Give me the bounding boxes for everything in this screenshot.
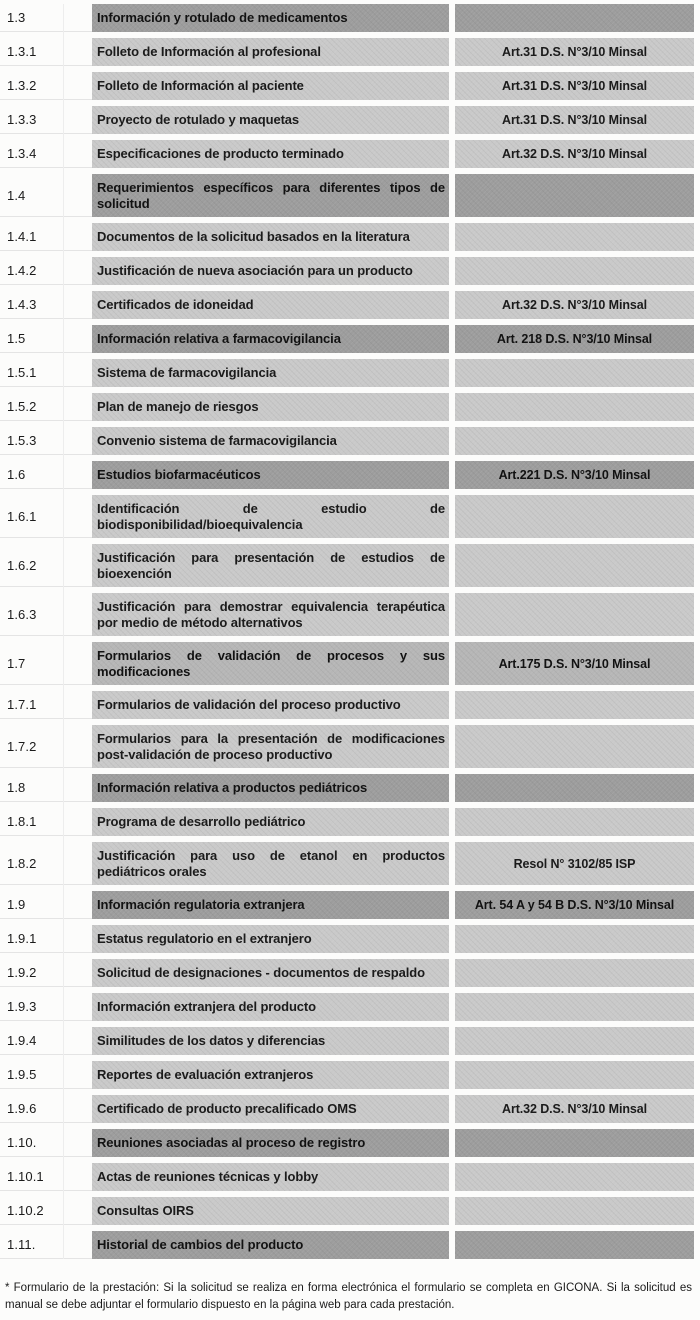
table-row bbox=[0, 691, 700, 719]
row-number: 1.3 bbox=[0, 4, 92, 32]
row-description: Estudios biofarmacéuticos bbox=[92, 461, 449, 489]
row-number: 1.7.2 bbox=[0, 725, 92, 768]
row-reference bbox=[455, 725, 694, 768]
row-cells bbox=[92, 38, 694, 66]
row-description: Requerimientos específicos para diferentes tipos de solicitud bbox=[92, 174, 449, 217]
row-reference bbox=[455, 174, 694, 217]
row-description: Consultas OIRS bbox=[92, 1197, 449, 1225]
row-cells bbox=[92, 959, 694, 987]
row-number: 1.6.3 bbox=[0, 593, 92, 636]
row-description: Proyecto de rotulado y maquetas bbox=[92, 106, 449, 134]
row-reference bbox=[455, 1197, 694, 1225]
section-header-row bbox=[0, 1231, 700, 1259]
table-row bbox=[0, 72, 700, 100]
row-cells bbox=[92, 461, 694, 489]
row-number: 1.4.2 bbox=[0, 257, 92, 285]
section-header-row bbox=[0, 174, 700, 217]
row-description: Información regulatoria extranjera bbox=[92, 891, 449, 919]
row-number: 1.6 bbox=[0, 461, 92, 489]
row-reference bbox=[455, 427, 694, 455]
row-number: 1.7.1 bbox=[0, 691, 92, 719]
row-cells bbox=[92, 993, 694, 1021]
row-description: Información relativa a farmacovigilancia bbox=[92, 325, 449, 353]
row-number: 1.8.2 bbox=[0, 842, 92, 885]
row-reference: Art.221 D.S. N°3/10 Minsal bbox=[455, 461, 694, 489]
table-row bbox=[0, 808, 700, 836]
row-number: 1.9.5 bbox=[0, 1061, 92, 1089]
row-reference bbox=[455, 1163, 694, 1191]
row-cells bbox=[92, 1027, 694, 1055]
row-description: Solicitud de designaciones - documentos de respaldo bbox=[92, 959, 449, 987]
row-reference bbox=[455, 993, 694, 1021]
row-reference: Resol N° 3102/85 ISP bbox=[455, 842, 694, 885]
table-row bbox=[0, 993, 700, 1021]
row-number: 1.9 bbox=[0, 891, 92, 919]
table-row bbox=[0, 725, 700, 768]
row-description: Formularios para la presentación de modificaciones post-validación de proceso productivo bbox=[92, 725, 449, 768]
row-description: Folleto de Información al profesional bbox=[92, 38, 449, 66]
row-number: 1.10.1 bbox=[0, 1163, 92, 1191]
requirements-table bbox=[0, 4, 700, 1259]
row-cells bbox=[92, 774, 694, 802]
table-row bbox=[0, 38, 700, 66]
row-description: Similitudes de los datos y diferencias bbox=[92, 1027, 449, 1055]
row-description: Certificado de producto precalificado OMS bbox=[92, 1095, 449, 1123]
row-reference bbox=[455, 925, 694, 953]
row-description: Justificación para presentación de estudios de bioexención bbox=[92, 544, 449, 587]
row-description: Convenio sistema de farmacovigilancia bbox=[92, 427, 449, 455]
row-cells bbox=[92, 140, 694, 168]
row-number: 1.9.2 bbox=[0, 959, 92, 987]
row-cells bbox=[92, 106, 694, 134]
row-number: 1.5.3 bbox=[0, 427, 92, 455]
table-row bbox=[0, 1197, 700, 1225]
row-description: Información y rotulado de medicamentos bbox=[92, 4, 449, 32]
table-row bbox=[0, 393, 700, 421]
table-row bbox=[0, 427, 700, 455]
row-number: 1.10. bbox=[0, 1129, 92, 1157]
row-reference bbox=[455, 1129, 694, 1157]
row-cells bbox=[92, 1095, 694, 1123]
row-description: Estatus regulatorio en el extranjero bbox=[92, 925, 449, 953]
row-reference: Art.32 D.S. N°3/10 Minsal bbox=[455, 1095, 694, 1123]
row-cells bbox=[92, 1231, 694, 1259]
row-description: Formularios de validación de procesos y sus modificaciones bbox=[92, 642, 449, 685]
row-description: Certificados de idoneidad bbox=[92, 291, 449, 319]
row-cells bbox=[92, 359, 694, 387]
row-cells bbox=[92, 642, 694, 685]
row-reference bbox=[455, 691, 694, 719]
section-header-row bbox=[0, 325, 700, 353]
row-number: 1.5.1 bbox=[0, 359, 92, 387]
row-cells bbox=[92, 925, 694, 953]
row-description: Información relativa a productos pediátricos bbox=[92, 774, 449, 802]
table-row bbox=[0, 257, 700, 285]
row-reference: Art. 54 A y 54 B D.S. N°3/10 Minsal bbox=[455, 891, 694, 919]
row-number: 1.8 bbox=[0, 774, 92, 802]
row-description: Programa de desarrollo pediátrico bbox=[92, 808, 449, 836]
table-row bbox=[0, 291, 700, 319]
section-header-row bbox=[0, 461, 700, 489]
table-row bbox=[0, 359, 700, 387]
row-cells bbox=[92, 4, 694, 32]
row-cells bbox=[92, 291, 694, 319]
row-number: 1.5 bbox=[0, 325, 92, 353]
footnote: * Formulario de la prestación: Si la solicitud se realiza en forma electrónica el formulario se completa en GICONA. Si la solicitud es manual se debe adjuntar el formulario dispuesto en la página web para cada prestación. bbox=[5, 1282, 692, 1312]
row-reference: Art. 218 D.S. N°3/10 Minsal bbox=[455, 325, 694, 353]
section-header-row bbox=[0, 774, 700, 802]
row-cells bbox=[92, 691, 694, 719]
table-row bbox=[0, 1027, 700, 1055]
row-reference bbox=[455, 593, 694, 636]
table-row bbox=[0, 1163, 700, 1191]
section-header-row bbox=[0, 1129, 700, 1157]
row-number: 1.11. bbox=[0, 1231, 92, 1259]
row-reference bbox=[455, 495, 694, 538]
row-reference: Art.31 D.S. N°3/10 Minsal bbox=[455, 38, 694, 66]
row-reference bbox=[455, 1061, 694, 1089]
row-number: 1.3.3 bbox=[0, 106, 92, 134]
row-reference bbox=[455, 359, 694, 387]
section-header-row bbox=[0, 891, 700, 919]
row-cells bbox=[92, 393, 694, 421]
table-row bbox=[0, 140, 700, 168]
row-number: 1.6.2 bbox=[0, 544, 92, 587]
row-description: Información extranjera del producto bbox=[92, 993, 449, 1021]
row-cells bbox=[92, 891, 694, 919]
row-reference bbox=[455, 774, 694, 802]
section-header-row bbox=[0, 4, 700, 32]
row-reference bbox=[455, 1027, 694, 1055]
table-row bbox=[0, 842, 700, 885]
row-cells bbox=[92, 1163, 694, 1191]
row-reference: Art.31 D.S. N°3/10 Minsal bbox=[455, 106, 694, 134]
row-description: Sistema de farmacovigilancia bbox=[92, 359, 449, 387]
row-cells bbox=[92, 544, 694, 587]
table-row bbox=[0, 106, 700, 134]
row-number: 1.3.2 bbox=[0, 72, 92, 100]
row-number: 1.3.1 bbox=[0, 38, 92, 66]
row-cells bbox=[92, 223, 694, 251]
row-number: 1.4.3 bbox=[0, 291, 92, 319]
row-description: Justificación para demostrar equivalencia terapéutica por medio de método alternativos bbox=[92, 593, 449, 636]
row-cells bbox=[92, 427, 694, 455]
table-row bbox=[0, 593, 700, 636]
row-reference bbox=[455, 959, 694, 987]
row-number: 1.9.1 bbox=[0, 925, 92, 953]
row-reference bbox=[455, 544, 694, 587]
row-description: Folleto de Información al paciente bbox=[92, 72, 449, 100]
row-reference bbox=[455, 808, 694, 836]
row-number: 1.7 bbox=[0, 642, 92, 685]
row-description: Actas de reuniones técnicas y lobby bbox=[92, 1163, 449, 1191]
row-cells bbox=[92, 257, 694, 285]
row-cells bbox=[92, 325, 694, 353]
row-cells bbox=[92, 1129, 694, 1157]
row-cells bbox=[92, 174, 694, 217]
table-row bbox=[0, 925, 700, 953]
table-row bbox=[0, 1061, 700, 1089]
table-row bbox=[0, 959, 700, 987]
row-description: Identificación de estudio de biodisponibilidad/bioequivalencia bbox=[92, 495, 449, 538]
row-cells bbox=[92, 725, 694, 768]
row-reference: Art.31 D.S. N°3/10 Minsal bbox=[455, 72, 694, 100]
row-reference bbox=[455, 1231, 694, 1259]
row-description: Documentos de la solicitud basados en la literatura bbox=[92, 223, 449, 251]
row-description: Justificación de nueva asociación para un producto bbox=[92, 257, 449, 285]
row-reference: Art.32 D.S. N°3/10 Minsal bbox=[455, 291, 694, 319]
row-description: Justificación para uso de etanol en productos pediátricos orales bbox=[92, 842, 449, 885]
row-cells bbox=[92, 495, 694, 538]
table-row bbox=[0, 544, 700, 587]
row-cells bbox=[92, 593, 694, 636]
row-number: 1.10.2 bbox=[0, 1197, 92, 1225]
row-reference: Art.32 D.S. N°3/10 Minsal bbox=[455, 140, 694, 168]
row-description: Plan de manejo de riesgos bbox=[92, 393, 449, 421]
row-cells bbox=[92, 1061, 694, 1089]
row-cells bbox=[92, 72, 694, 100]
row-description: Formularios de validación del proceso productivo bbox=[92, 691, 449, 719]
row-cells bbox=[92, 808, 694, 836]
table-row bbox=[0, 223, 700, 251]
row-reference bbox=[455, 223, 694, 251]
row-reference: Art.175 D.S. N°3/10 Minsal bbox=[455, 642, 694, 685]
table-row bbox=[0, 495, 700, 538]
row-description: Reuniones asociadas al proceso de registro bbox=[92, 1129, 449, 1157]
row-reference bbox=[455, 4, 694, 32]
row-number: 1.3.4 bbox=[0, 140, 92, 168]
row-number: 1.4 bbox=[0, 174, 92, 217]
row-description: Especificaciones de producto terminado bbox=[92, 140, 449, 168]
row-reference bbox=[455, 393, 694, 421]
row-cells bbox=[92, 842, 694, 885]
row-number: 1.9.3 bbox=[0, 993, 92, 1021]
row-description: Historial de cambios del producto bbox=[92, 1231, 449, 1259]
row-number: 1.4.1 bbox=[0, 223, 92, 251]
row-number: 1.9.4 bbox=[0, 1027, 92, 1055]
row-number: 1.6.1 bbox=[0, 495, 92, 538]
row-number: 1.8.1 bbox=[0, 808, 92, 836]
row-cells bbox=[92, 1197, 694, 1225]
section-header-row bbox=[0, 642, 700, 685]
table-row bbox=[0, 1095, 700, 1123]
row-reference bbox=[455, 257, 694, 285]
row-number: 1.5.2 bbox=[0, 393, 92, 421]
row-description: Reportes de evaluación extranjeros bbox=[92, 1061, 449, 1089]
row-number: 1.9.6 bbox=[0, 1095, 92, 1123]
